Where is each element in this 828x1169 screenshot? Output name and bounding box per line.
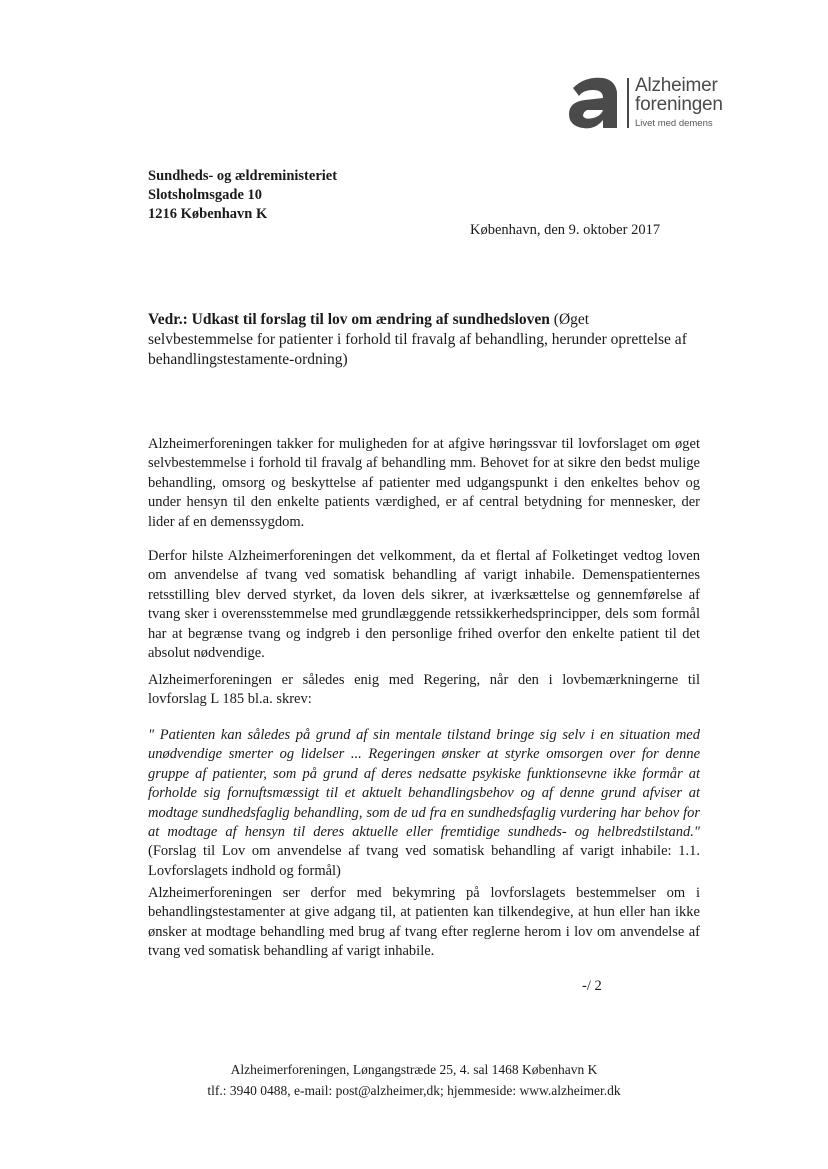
subject-details: (Øget selvbestemmelse for patienter i forhold til fravalg af behandling, herunder oprettelse af behandlingstestamente-ordning) (148, 311, 687, 368)
logo-line-2: foreningen (635, 94, 723, 115)
logo-tagline: Livet med demens (635, 118, 713, 129)
subject-label: Vedr.: (148, 311, 188, 328)
subject-line (148, 310, 693, 370)
quote-source: (Forslag til Lov om anvendelse af tvang ved somatisk behandling af varigt inhabile: 1.1. Lovforslagets indhold og formål) (148, 843, 700, 879)
logo-divider (627, 78, 629, 128)
letter-date: København, den 9. oktober 2017 (470, 222, 661, 238)
quote-text: " Patienten kan således på grund af sin mentale tilstand bringe sig selv i en situation med unødvendige smerter og lidelser ... Regeringen ønsker at styrke omsorgen over for denne gruppe af patienter, som på grund af deres nedsatte psykiske funktionsevne ikke formår at forholde sig fornuftsmæssigt til et aktuelt behandlingsbehov og af denne grund afviser at modtage sundhedsfaglig behandling, som de ud fra en sundhedsfaglig vurdering har behov for at modtage af hensyn til deres aktuelle eller fremtidige sundheds- og helbredstilstand." (148, 727, 700, 841)
recipient-street: Slotsholmsgade 10 (148, 187, 263, 203)
paragraph-5: Alzheimerforeningen ser derfor med bekymring på lovforslagets bestemmelser om i behandlingstestamenter at give adgang til, at patienten kan tilkendegive, at hun eller han ikke ønsker at modtage behandling med brug af tvang efter reglerne herom i lov om anvendelse af tvang ved somatisk behandling af varigt inhabile. (148, 885, 700, 960)
subject-title: Udkast til forslag til lov om ændring af sundhedsloven (191, 311, 550, 328)
recipient-city: 1216 København K (148, 206, 268, 222)
footer (0, 1059, 828, 1101)
footer-contact: tlf.: 3940 0488, e-mail: post@alzheimer,dk; hjemmeside: www.alzheimer.dk (207, 1083, 621, 1098)
logo-line-1: Alzheimer (635, 75, 718, 96)
paragraph-2: Derfor hilste Alzheimerforeningen det velkomment, da et flertal af Folketinget vedtog loven om anvendelse af tvang ved somatisk behandling af varigt inhabile. Demenspatienternes retsstilling blev derved styrket, da loven dels sikrer, at iværksættelse og gennemførelse af tvang sker i overensstemmelse med grundlæggende retssikkerhedsprincipper, dels som formål har at begrænse tvang og indgreb i den personlige frihed overfor den enkelte patient til det absolut nødvendige. (148, 548, 700, 662)
quote-paragraph (148, 726, 700, 881)
alzheimer-logo (565, 72, 735, 134)
logo-wordmark (635, 76, 723, 129)
page-continuation: -/ 2 (582, 978, 602, 994)
recipient-address (148, 167, 337, 224)
recipient-name: Sundheds- og ældreministeriet (148, 168, 338, 184)
footer-address: Alzheimerforeningen, Løngangstræde 25, 4. sal 1468 København K (230, 1062, 598, 1077)
paragraph-3: Alzheimerforeningen er således enig med Regering, når den i lovbemærkningerne til lovforslag L 185 bl.a. skrev: (148, 672, 700, 708)
logo-a-icon (565, 74, 621, 132)
paragraph-1: Alzheimerforeningen takker for muligheden for at afgive høringssvar til lovforslaget om øget selvbestemmelse i forhold til fravalg af behandling mm. Behovet for at sikre den bedst mulige behandling, omsorg og beskyttelse af patienter med udgangspunkt i den enkeltes behov og under hensyn til den enkelte patients værdighed, er af central betydning for mennesker, der lider af en demenssygdom. (148, 436, 700, 530)
